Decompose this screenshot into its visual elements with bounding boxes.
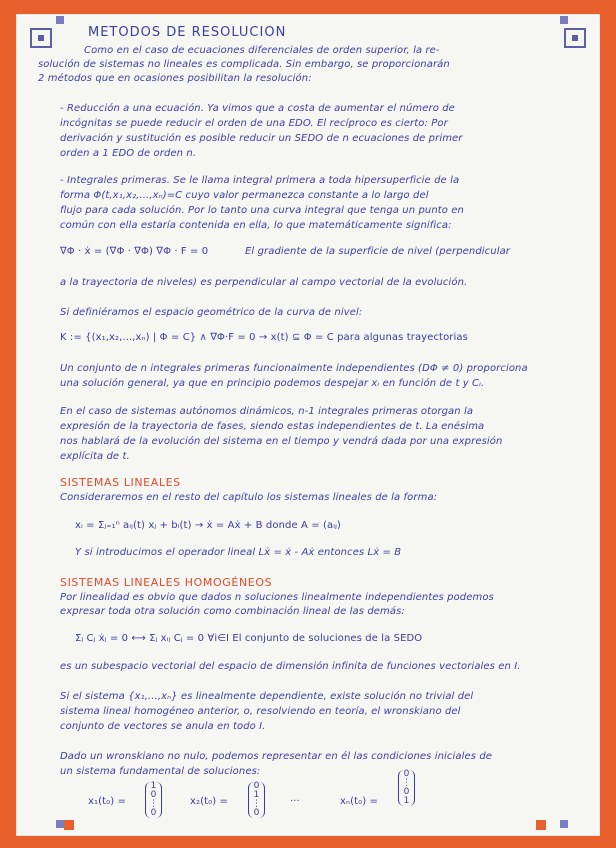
- intro-line: 2 métodos que en ocasiones posibilitan la resolución:: [38, 73, 312, 84]
- operator-line: Y si introducimos el operador lineal Lẋ = ẋ - Aẋ entonces Lẋ = B: [75, 547, 402, 558]
- paragraph-line: conjunto de vectores se anula en todo I.: [60, 721, 266, 732]
- homogeneous-text: es un subespacio vectorial del espacio de dimensión infinita de funciones vectoriales en I.: [60, 661, 521, 672]
- dot-marker: [56, 16, 64, 24]
- initial-label: x₁(t₀) =: [88, 796, 127, 807]
- initial-vector-1: 1 0 ⋮ 0: [145, 782, 162, 818]
- section-heading-linear: SISTEMAS LINEALES: [60, 476, 181, 489]
- paragraph-line: una solución general, ya que en principio podemos despejar xᵢ en función de t y Cᵢ.: [60, 378, 485, 389]
- method-integrals-line: forma Φ(t,x₁,x₂,...,xₙ)=C cuyo valor permanezca constante a lo largo del: [60, 190, 429, 201]
- initial-vector-n: 0 ⋮ 0 1: [398, 770, 415, 806]
- space-formula: K := {(x₁,x₂,...,xₙ) | Φ = C} ∧ ∇Φ·F = 0 → x(t) ⊆ Φ = C para algunas trayectorias: [60, 332, 468, 343]
- intro-line: solución de sistemas no lineales es complicada. Sin embargo, se proporcionarán: [38, 59, 450, 70]
- paragraph-line: Dado un wronskiano no nulo, podemos representar en él las condiciones iniciales de: [60, 751, 493, 762]
- paragraph-line: explícita de t.: [60, 451, 130, 462]
- method-integrals-line: - Integrales primeras. Se le llama integral primera a toda hipersuperficie de la: [60, 175, 460, 186]
- linear-formula: xᵢ = Σⱼ₌₁ⁿ aᵢⱼ(t) xⱼ + bᵢ(t) → ẋ = Aẋ + B donde A = (aᵢⱼ): [75, 520, 341, 531]
- corner-mark-top-left: [30, 28, 52, 48]
- method-reduction-line: derivación y sustitución es posible reducir un SEDO de n ecuaciones de primer: [60, 133, 463, 144]
- gradient-text: a la trayectoria de niveles) es perpendicular al campo vectorial de la evolución.: [60, 277, 468, 288]
- space-text: Si definiéramos el espacio geométrico de la curva de nivel:: [60, 307, 363, 318]
- method-integrals-line: flujo para cada solución. Por lo tanto una curva integral que tenga un punto en: [60, 205, 464, 216]
- orange-marker: [64, 820, 74, 830]
- section-text: Consideraremos en el resto del capítulo los sistemas lineales de la forma:: [60, 492, 438, 503]
- initial-label: x₂(t₀) =: [190, 796, 229, 807]
- paragraph-line: sistema lineal homogéneo anterior, o, resolviendo en teoría, el wronskiano del: [60, 706, 461, 717]
- intro-line: Como en el caso de ecuaciones diferenciales de orden superior, la re-: [84, 45, 440, 56]
- gradient-text: El gradiente de la superficie de nivel (perpendicular: [245, 246, 511, 257]
- paragraph-line: En el caso de sistemas autónomos dinámicos, n-1 integrales primeras otorgan la: [60, 406, 474, 417]
- initial-label: xₙ(t₀) =: [340, 796, 378, 807]
- orange-marker: [536, 820, 546, 830]
- initial-vector-2: 0 1 ⋮ 0: [248, 782, 265, 818]
- dot-marker: [560, 16, 568, 24]
- section-heading-homogeneous: SISTEMAS LINEALES HOMOGÉNEOS: [60, 576, 273, 589]
- method-reduction-line: orden a 1 EDO de orden n.: [60, 148, 197, 159]
- page-title: MÉTODOS DE RESOLUCIÓN: [88, 26, 287, 39]
- method-reduction-line: - Reducción a una ecuación. Ya vimos que a costa de aumentar el número de: [60, 103, 455, 114]
- paragraph-line: expresión de la trayectoria de fases, siendo estas independientes de t. La enésima: [60, 421, 485, 432]
- method-reduction-line: incógnitas se puede reducir el orden de una EDO. El recíproco es cierto: Por: [60, 118, 448, 129]
- paragraph-line: nos hablará de la evolución del sistema en el tiempo y vendrá dada por una expresión: [60, 436, 503, 447]
- paragraph-line: un sistema fundamental de soluciones:: [60, 766, 261, 777]
- paragraph-line: Un conjunto de n integrales primeras funcionalmente independientes (DΦ ≠ 0) proporciona: [60, 363, 528, 374]
- homogeneous-formula: Σⱼ Cⱼ ẋⱼ = 0 ⟷ Σⱼ xᵢⱼ Cⱼ = 0 ∀i∈I El conjunto de soluciones de la SEDO: [75, 633, 423, 644]
- gradient-formula: ∇Φ · ẋ = (∇Φ · ∇Φ) ∇Φ · F = 0: [60, 246, 209, 257]
- method-integrals-line: común con ella estaría contenida en ella, lo que matemáticamente significa:: [60, 220, 452, 231]
- ellipsis: ···: [290, 796, 300, 807]
- section-text: expresar toda otra solución como combinación lineal de las demás:: [60, 606, 405, 617]
- dot-marker: [560, 820, 568, 828]
- dot-marker: [56, 820, 64, 828]
- section-text: Por linealidad es obvio que dados n soluciones linealmente independientes podemos: [60, 592, 494, 603]
- paragraph-line: Si el sistema {x₁,...,xₙ} es linealmente dependiente, existe solución no trivial del: [60, 691, 474, 702]
